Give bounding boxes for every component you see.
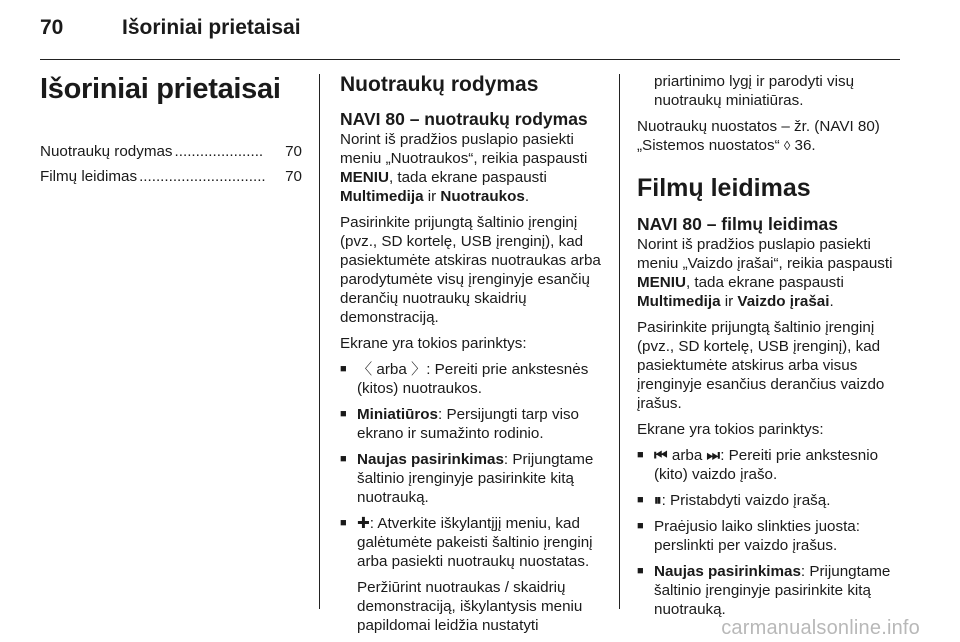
- toc-entry-movies[interactable]: [40, 167, 302, 186]
- skip-back-icon: ⏮: [654, 447, 668, 464]
- text: : Prijungtame šaltinio įrenginyje pasirinkite kitą nuotrauką.: [357, 451, 594, 506]
- text: , tada ekrane paspausti: [388, 169, 547, 186]
- text: , tada ekrane paspausti: [685, 274, 844, 291]
- toc-leader: .....................: [174, 143, 264, 160]
- column-divider-2: [619, 74, 620, 609]
- bullet-pause: [637, 491, 905, 510]
- text: arba: [667, 447, 707, 464]
- photos-select-paragraph: Pasirinkite prijungtą šaltinio įrenginį (pvz., SD kortelę, USB įrenginį), kad pasiektumėte atskiras nuotraukas arba parodytumėte visų įrenginyje esančių derančių nuotraukų skaidrių demonstraciją.: [340, 214, 601, 326]
- text: : Pristabdyti vaizdo įrašą.: [661, 492, 831, 509]
- subsection-title-photos: NAVI 80 – nuotraukų rodymas: [340, 109, 588, 129]
- photos-intro: [340, 130, 602, 206]
- plus-icon: ✚: [357, 515, 370, 532]
- toc-label: Filmų leidimas: [40, 168, 138, 185]
- new-selection-label: Naujas pasirinkimas: [654, 563, 801, 580]
- page-reference[interactable]: 36.: [790, 137, 816, 154]
- text: : Persijungti tarp viso ekrano ir sumažinto rodinio.: [357, 406, 579, 442]
- toc-label: Nuotraukų rodymas: [40, 143, 173, 160]
- pause-icon: ⏸: [654, 492, 662, 509]
- photos-label: Nuotraukos: [440, 188, 525, 205]
- page-number: 70: [40, 16, 64, 39]
- text: ir: [423, 188, 441, 205]
- text: .: [829, 293, 834, 310]
- column-photos: [340, 72, 602, 642]
- toc-leader: ..............................: [139, 168, 266, 185]
- movies-options-intro: Ekrane yra tokios parinktys:: [637, 421, 824, 438]
- column-divider-1: [319, 74, 320, 609]
- skip-forward-icon: ⏭: [706, 447, 721, 464]
- bullet-plus-menu: [340, 514, 602, 571]
- bullet-elapsed-time: [637, 517, 905, 555]
- thumbnails-label: Miniatiūros: [357, 406, 439, 423]
- running-title: Išoriniai prietaisai: [122, 16, 301, 39]
- text: Norint iš pradžios puslapio pasiekti meniu „Nuotraukos“, reikia paspausti: [340, 131, 588, 167]
- text: : Prijungtame šaltinio įrenginyje pasirinkite kitą nuotrauką.: [654, 563, 891, 618]
- header-rule: [40, 59, 900, 60]
- bullet-new-selection: [340, 450, 602, 507]
- text: .: [524, 188, 530, 205]
- column-toc: [40, 72, 302, 192]
- chapter-title: Išoriniai prietaisai: [40, 73, 281, 105]
- new-selection-label: Naujas pasirinkimas: [357, 451, 504, 468]
- photos-options-intro: Ekrane yra tokios parinktys:: [340, 335, 527, 352]
- bullet-prev-next: [340, 360, 602, 398]
- bullet-thumbnails: [340, 405, 602, 443]
- subsection-title-movies: NAVI 80 – filmų leidimas: [637, 214, 838, 234]
- text: 〈 arba 〉: Pereiti prie ankstesnės (kitos) nuotraukos.: [357, 361, 589, 397]
- text: : Atverkite iškylantįjį meniu, kad galėtumėte pakeisti šaltinio įrenginį arba pasiekti nuotraukų nuostatas.: [357, 515, 593, 570]
- section-title-photos: Nuotraukų rodymas: [340, 73, 539, 96]
- text: ir: [720, 293, 738, 310]
- page-header: [40, 16, 900, 60]
- toc-entry-photos[interactable]: [40, 142, 302, 161]
- text: : Pereiti prie ankstesnio (kito) vaizdo įrašo.: [654, 447, 879, 483]
- multimedia-label: Multimedija: [637, 293, 721, 310]
- watermark: carmanualsonline.info: [721, 617, 920, 639]
- videos-label: Vaizdo įrašai: [737, 293, 830, 310]
- toc-page: 70: [285, 143, 302, 160]
- section-title-movies: Filmų leidimas: [637, 174, 811, 202]
- menu-key-label: MENIU: [340, 169, 389, 186]
- column-movies: [637, 72, 905, 626]
- bullet-new-selection: [637, 562, 905, 619]
- text: Norint iš pradžios puslapio pasiekti meniu „Vaizdo įrašai“, reikia paspausti: [637, 236, 893, 272]
- toc-page: 70: [285, 168, 302, 185]
- text: Praėjusio laiko slinkties juosta: perslinkti per vaizdo įrašus.: [654, 518, 860, 554]
- photo-settings-reference: [637, 117, 905, 155]
- reference-arrow-icon: ◊: [783, 138, 791, 153]
- photos-continuation: priartinimo lygį ir parodyti visų nuotraukų miniatiūras.: [654, 73, 855, 109]
- multimedia-label: Multimedija: [340, 188, 424, 205]
- menu-key-label: MENIU: [637, 274, 686, 291]
- movies-select-paragraph: Pasirinkite prijungtą šaltinio įrenginį (pvz., SD kortelę, USB įrenginį), kad pasiektumėte atskirus arba visus įrenginyje esančius derančius vaizdo įrašus.: [637, 319, 885, 412]
- bullet-plus-continuation: Peržiūrint nuotraukas / skaidrių demonstraciją, iškylantysis meniu papildomai leidžia nustatyti: [357, 579, 583, 634]
- text: Nuotraukų nuostatos – žr. (NAVI 80) „Sistemos nuostatos“: [637, 118, 880, 154]
- bullet-skip: [637, 446, 905, 484]
- movies-intro: [637, 235, 905, 311]
